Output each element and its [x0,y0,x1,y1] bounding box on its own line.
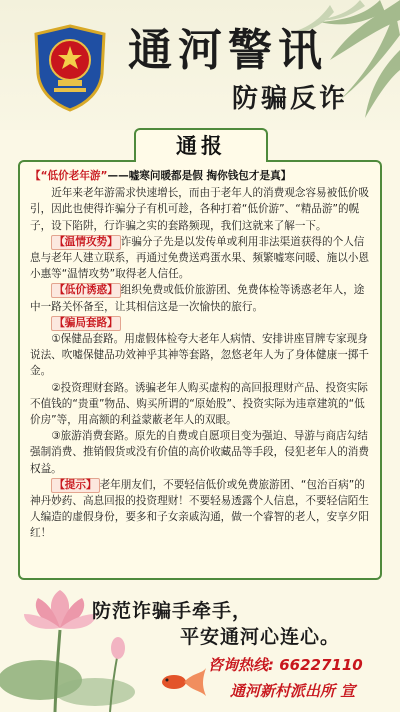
routine-item-investment: ②投资理财套路。诱骗老年人购买虚构的高回报理财产品、投资实际不值钱的“贵重”物品、购买所谓的“原始股”、投资实际为违章建筑的“低价房”等，用高额的利益蒙蔽老年人的双眼。 [30,381,368,427]
police-emblem-icon [28,22,112,114]
slogan-line-1: 防范诈骗手牵手， [92,600,253,622]
section-low-price [30,282,370,314]
headline-quote: 【“低价老年游” [30,170,108,182]
section-tag-warm: 【温情攻势】 [51,235,121,250]
hotline-text: 咨询热线: 66227110 [208,656,363,674]
page-subtitle: 防骗反诈 [232,84,349,114]
routine-item-health: ①保健品套路。用虚假体检夸大老年人病情、安排讲座冒牌专家现身说法、吹嘘保健品功效神乎其神等套路，忽悠老年人为了身体健康一掷千金。 [30,333,369,378]
section-scam-routines [30,315,370,331]
routine-item-travel: ③旅游消费套路。原先的自费或自愿项目变为强迫、导游与商店勾结强制消费、推销假货或没有价值的高价收藏品等手段，侵犯老年人的消费权益。 [30,430,369,475]
intro-paragraph: 近年来老年游需求快速增长，而由于老年人的消费观念容易被低价吸引，因此也使得诈骗分子有机可趁，各种打着“低价游”、“精品游”的幌子，设下陷阱，行诈骗之实的套路频现，我们这就来了解一下。 [30,187,369,232]
section-tag-low-price: 【低价诱惑】 [51,283,121,298]
slogan-line-2: 平安通河心连心。 [180,626,341,648]
section-text-tip: 老年朋友们，不要轻信低价或免费旅游团、“包治百病”的神丹妙药、高息回报的投资理财！不要轻易透露个人信息，不要轻信陌生人编造的虚假身份，要多和子女亲戚沟通，做一个睿智的老人，安享夕阳红！ [30,478,369,540]
section-text-warm: 诈骗分子先是以发传单或利用非法渠道获得的个人信息与老年人建立联系，再通过免费送鸡蛋水果、频繁嘘寒问暖、施以小恩小惠等“温情攻势”取得老人信任。 [30,235,369,281]
notice-headline [30,168,370,184]
page-title: 通河警讯 [128,25,328,76]
goldfish-icon [150,660,210,700]
section-text-low-price: 组织免费或低价旅游团、免费体检等诱惑老年人，途中一路关怀备至，让其相信这是一次愉快的旅行。 [30,284,365,313]
police-station-text: 通河新村派出所 宣 [230,682,356,700]
notice-tab: 通报 [134,128,268,162]
section-tag-tip: 【提示】 [51,478,99,493]
section-warm-offensive [30,234,370,283]
section-tip [30,477,370,542]
headline-rest: ——嘘寒问暖都是假 掏你钱包才是真】 [107,170,292,182]
notice-card [18,160,382,580]
section-tag-routines: 【骗局套路】 [51,316,121,331]
lotus-icon [0,560,150,712]
